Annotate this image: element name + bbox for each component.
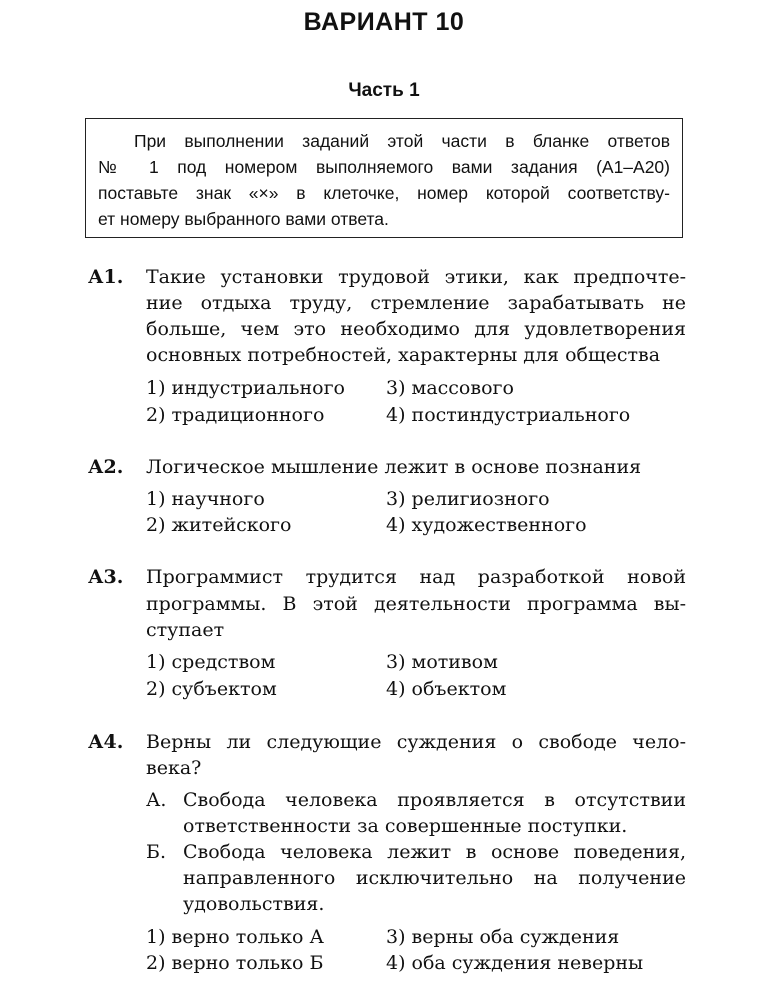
statement-line: Свобода человека лежит в основе поведения, xyxy=(183,841,686,863)
statement-line: удовольствия. xyxy=(183,893,325,915)
answer-option: 1) верно только А xyxy=(146,926,324,948)
answer-option: 2) традиционного xyxy=(146,404,325,426)
question-text-line: программы. В этой деятельности программа вы- xyxy=(146,593,686,615)
statement-line: ответственности за совершенные поступки. xyxy=(183,815,628,837)
answer-option: 2) житейского xyxy=(146,514,292,536)
answer-option: 1) индустриального xyxy=(146,377,345,399)
question-number: А4. xyxy=(88,731,124,753)
answer-option: 3) верны оба суждения xyxy=(386,926,620,948)
question-text-line: Верны ли следующие суждения о свободе чело- xyxy=(146,731,686,753)
question-text-line: Программист трудится над разработкой новой xyxy=(146,566,686,588)
question-text-line: основных потребностей, характерны для общества xyxy=(146,344,661,366)
instruction-line: поставьте знак «×» в клеточке, номер которой соответству- xyxy=(98,183,670,203)
answer-option: 2) субъектом xyxy=(146,678,277,700)
answer-option: 4) оба суждения неверны xyxy=(386,952,644,974)
answer-option: 4) художественного xyxy=(386,514,587,536)
instruction-box xyxy=(85,118,683,238)
statement-label: А. xyxy=(146,789,167,811)
instruction-line: ет номеру выбранного вами ответа. xyxy=(98,209,389,229)
statement-line: направленного исключительно на получение xyxy=(183,867,686,889)
answer-option: 1) научного xyxy=(146,488,265,510)
instruction-line: При выполнении заданий этой части в бланке ответов xyxy=(134,131,670,151)
question-number: А2. xyxy=(88,456,124,478)
instruction-line: № 1 под номером выполняемого вами задания (А1–А20) xyxy=(98,157,670,177)
answer-option: 3) мотивом xyxy=(386,651,498,673)
question-text-line: ние отдыха труду, стремление зарабатывать не xyxy=(146,292,686,314)
answer-option: 3) массового xyxy=(386,377,514,399)
question-text-line: больше, чем это необходимо для удовлетворения xyxy=(146,318,686,340)
answer-option: 4) объектом xyxy=(386,678,507,700)
answer-option: 2) верно только Б xyxy=(146,952,324,974)
variant-title: ВАРИАНТ 10 xyxy=(303,8,465,36)
question-text-line: века? xyxy=(146,757,202,779)
statement-line: Свобода человека проявляется в отсутствии xyxy=(183,789,686,811)
part-title: Часть 1 xyxy=(348,80,420,101)
question-text-line: Такие установки трудовой этики, как предпочте- xyxy=(146,266,686,288)
question-text-line: Логическое мышление лежит в основе познания xyxy=(146,456,642,478)
question-text-line: ступает xyxy=(146,619,225,641)
answer-option: 4) постиндустриального xyxy=(386,404,631,426)
statement-label: Б. xyxy=(146,841,167,863)
question-number: А3. xyxy=(88,566,124,588)
answer-option: 3) религиозного xyxy=(386,488,550,510)
answer-option: 1) средством xyxy=(146,651,276,673)
question-number: А1. xyxy=(88,266,124,288)
